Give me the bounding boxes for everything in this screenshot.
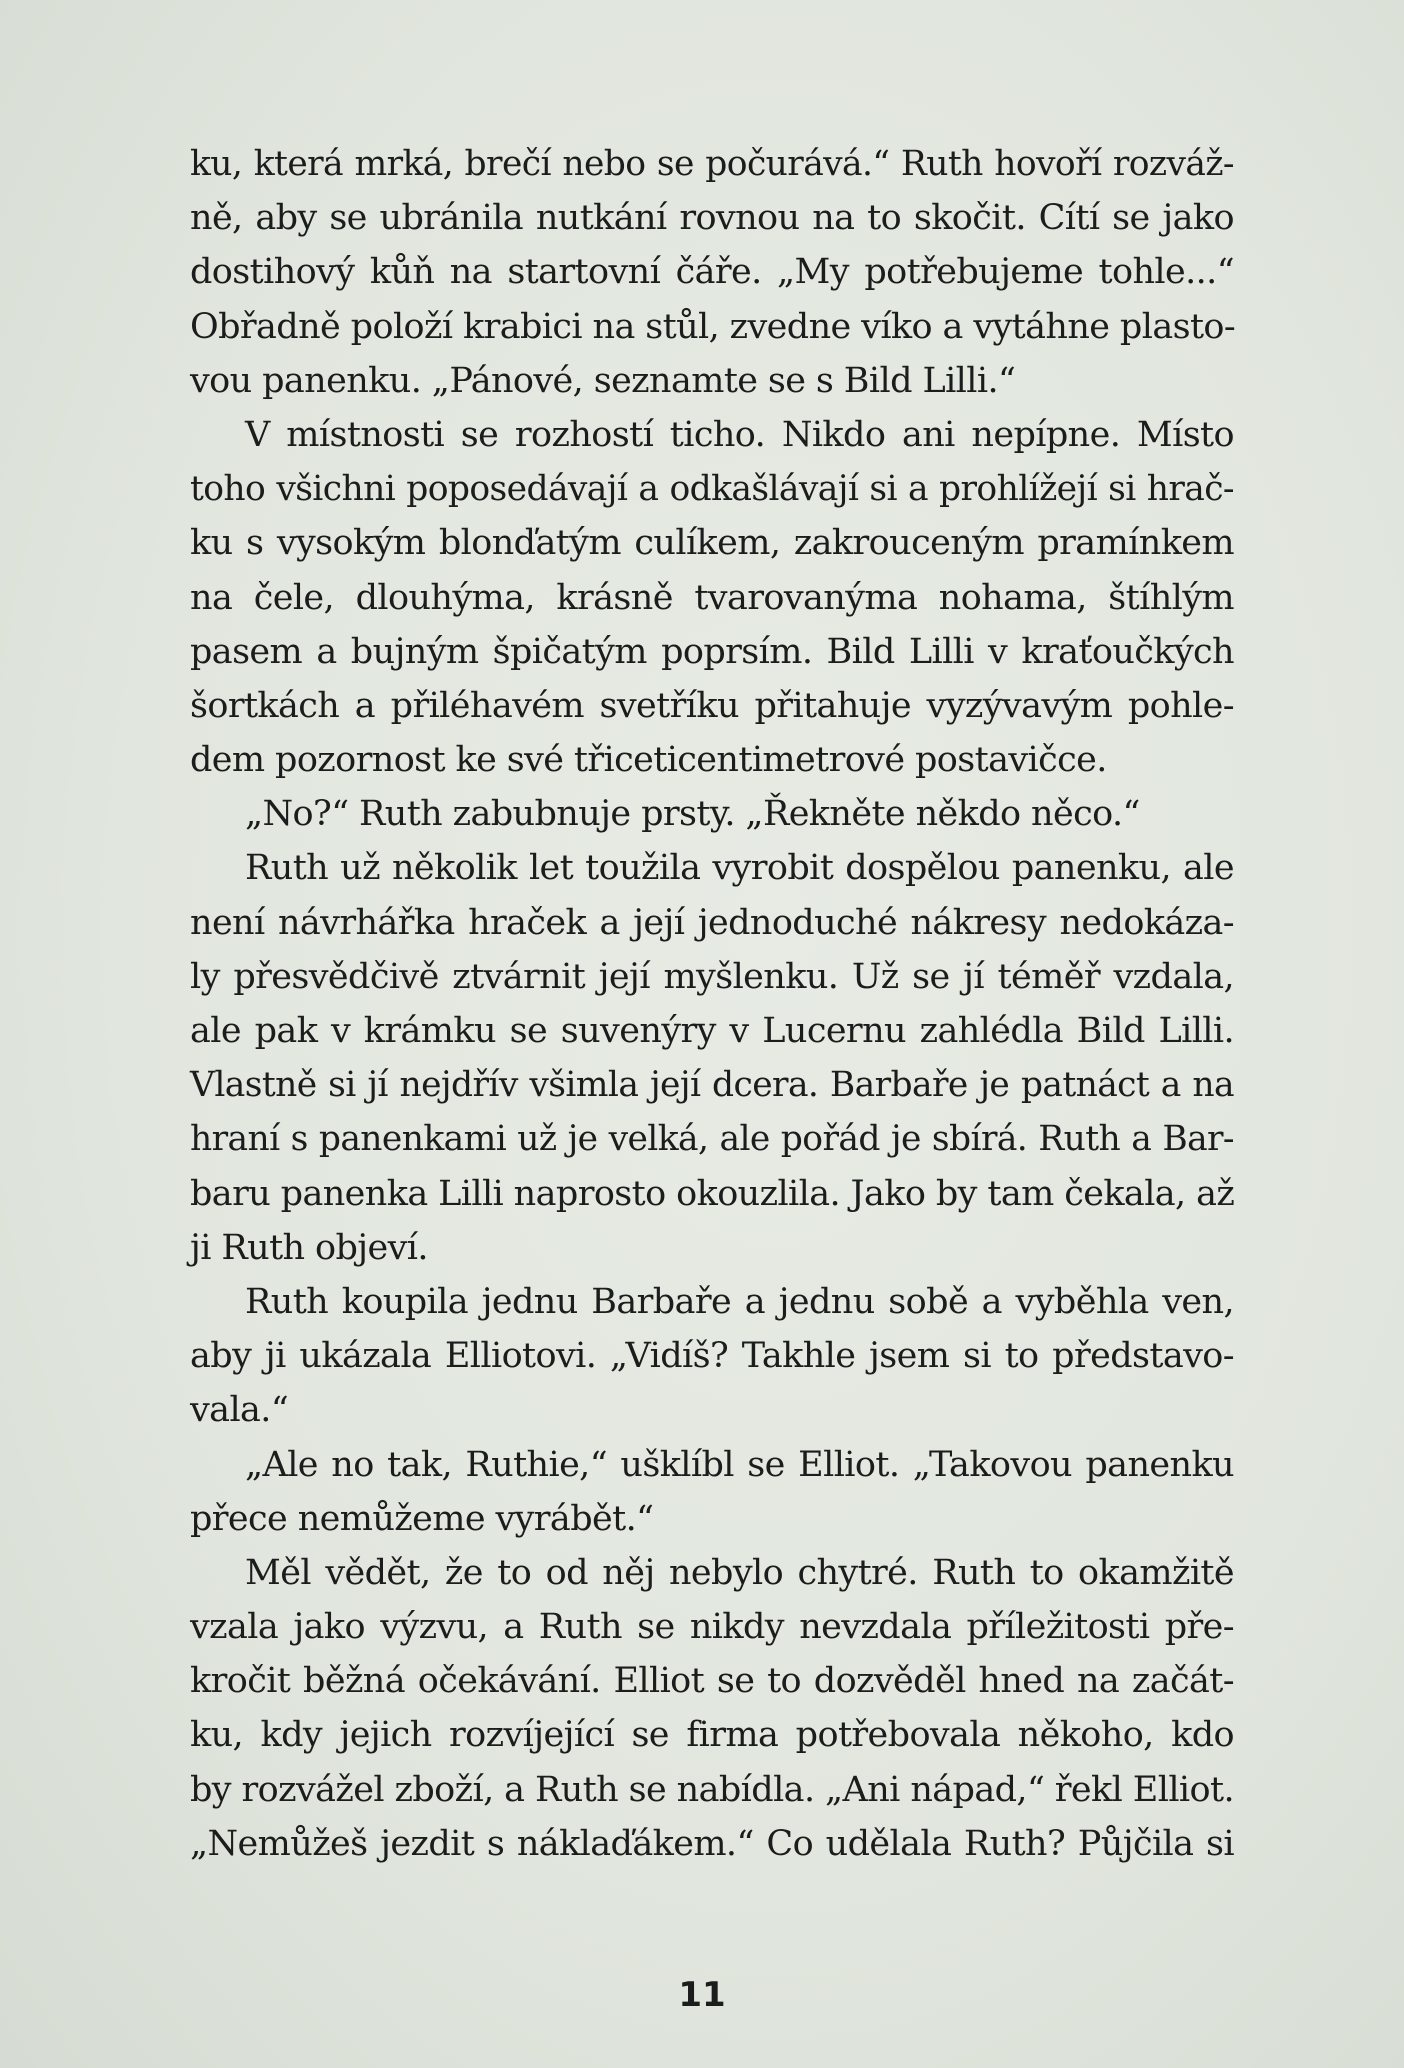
text-line: ly přesvědčivě ztvárnit její myšlenku. Už se jí téměř vzdala, [190, 956, 1234, 997]
text-line: aby ji ukázala Elliotovi. „Vidíš? Takhle jsem si to představo- [190, 1336, 1234, 1377]
text-line: šortkách a přiléhavém svetříku přitahuje vyzývavým pohle- [190, 685, 1234, 726]
text-line: vala.“ [190, 1390, 289, 1431]
text-line: dem pozornost ke své třiceticentimetrové postavičce. [190, 740, 1107, 781]
text-line: ji Ruth objeví. [190, 1227, 428, 1268]
text-line: Obřadně položí krabici na stůl, zvedne víko a vytáhne plasto- [190, 306, 1236, 347]
text-line: by rozvážel zboží, a Ruth se nabídla. „Ani nápad,“ řekl Elliot. [190, 1769, 1234, 1810]
text-line: toho všichni poposedávají a odkašlávají si a prohlížejí si hrač- [190, 469, 1234, 510]
text-line: vou panenku. „Pánové, seznamte se s Bild Lilli.“ [190, 360, 1016, 401]
text-line: „Ale no tak, Ruthie,“ ušklíbl se Elliot. „Takovou panenku [245, 1444, 1234, 1485]
text-line: Měl vědět, že to od něj nebylo chytré. Ruth to okamžitě [245, 1552, 1234, 1593]
page-number: 11 [678, 1975, 726, 2015]
text-line: pasem a bujným špičatým poprsím. Bild Lilli v kraťoučkých [190, 631, 1234, 672]
text-line: ale pak v krámku se suvenýry v Lucernu zahlédla Bild Lilli. [190, 1011, 1234, 1051]
text-line: baru panenka Lilli naprosto okouzlila. Jako by tam čekala, až [190, 1173, 1235, 1214]
text-line: V místnosti se rozhostí ticho. Nikdo ani nepípne. Místo [245, 414, 1234, 455]
text-line: kročit běžná očekávání. Elliot se to dozvěděl hned na začát- [190, 1661, 1234, 1702]
text-line: dostihový kůň na startovní čáře. „My potřebujeme tohle...“ [190, 252, 1234, 293]
text-line: hraní s panenkami už je velká, ale pořád je sbírá. Ruth a Bar- [190, 1119, 1234, 1160]
text-line: ku, kdy jejich rozvíjející se firma potřebovala někoho, kdo [190, 1715, 1234, 1756]
text-line: Ruth už několik let toužila vyrobit dospělou panenku, ale [245, 848, 1234, 889]
text-line: není návrhářka hraček a její jednoduché nákresy nedokáza- [190, 902, 1234, 943]
text-line: ně, aby se ubránila nutkání rovnou na to skočit. Cítí se jako [190, 198, 1234, 239]
text-line: na čele, dlouhýma, krásně tvarovanýma nohama, štíhlým [190, 577, 1234, 618]
text-line: „Nemůžeš jezdit s náklaďákem.“ Co udělala Ruth? Půjčila si [190, 1823, 1234, 1864]
text-line: ku, která mrká, brečí nebo se počurává.“ Ruth hovoří rozváž- [190, 144, 1234, 184]
text-line: Ruth koupila jednu Barbaře a jednu sobě a vyběhla ven, [245, 1281, 1234, 1322]
text-line: ku s vysokým blonďatým culíkem, zakrouceným pramínkem [190, 523, 1234, 564]
text-line: přece nemůžeme vyrábět.“ [190, 1498, 654, 1539]
text-line: „No?“ Ruth zabubnuje prsty. „Řekněte někdo něco.“ [245, 794, 1140, 835]
text-line: Vlastně si jí nejdřív všimla její dcera. Barbaře je patnáct a na [190, 1065, 1234, 1106]
text-line: vzala jako výzvu, a Ruth se nikdy nevzdala příležitosti pře- [190, 1607, 1234, 1648]
body-text [190, 137, 1234, 1871]
